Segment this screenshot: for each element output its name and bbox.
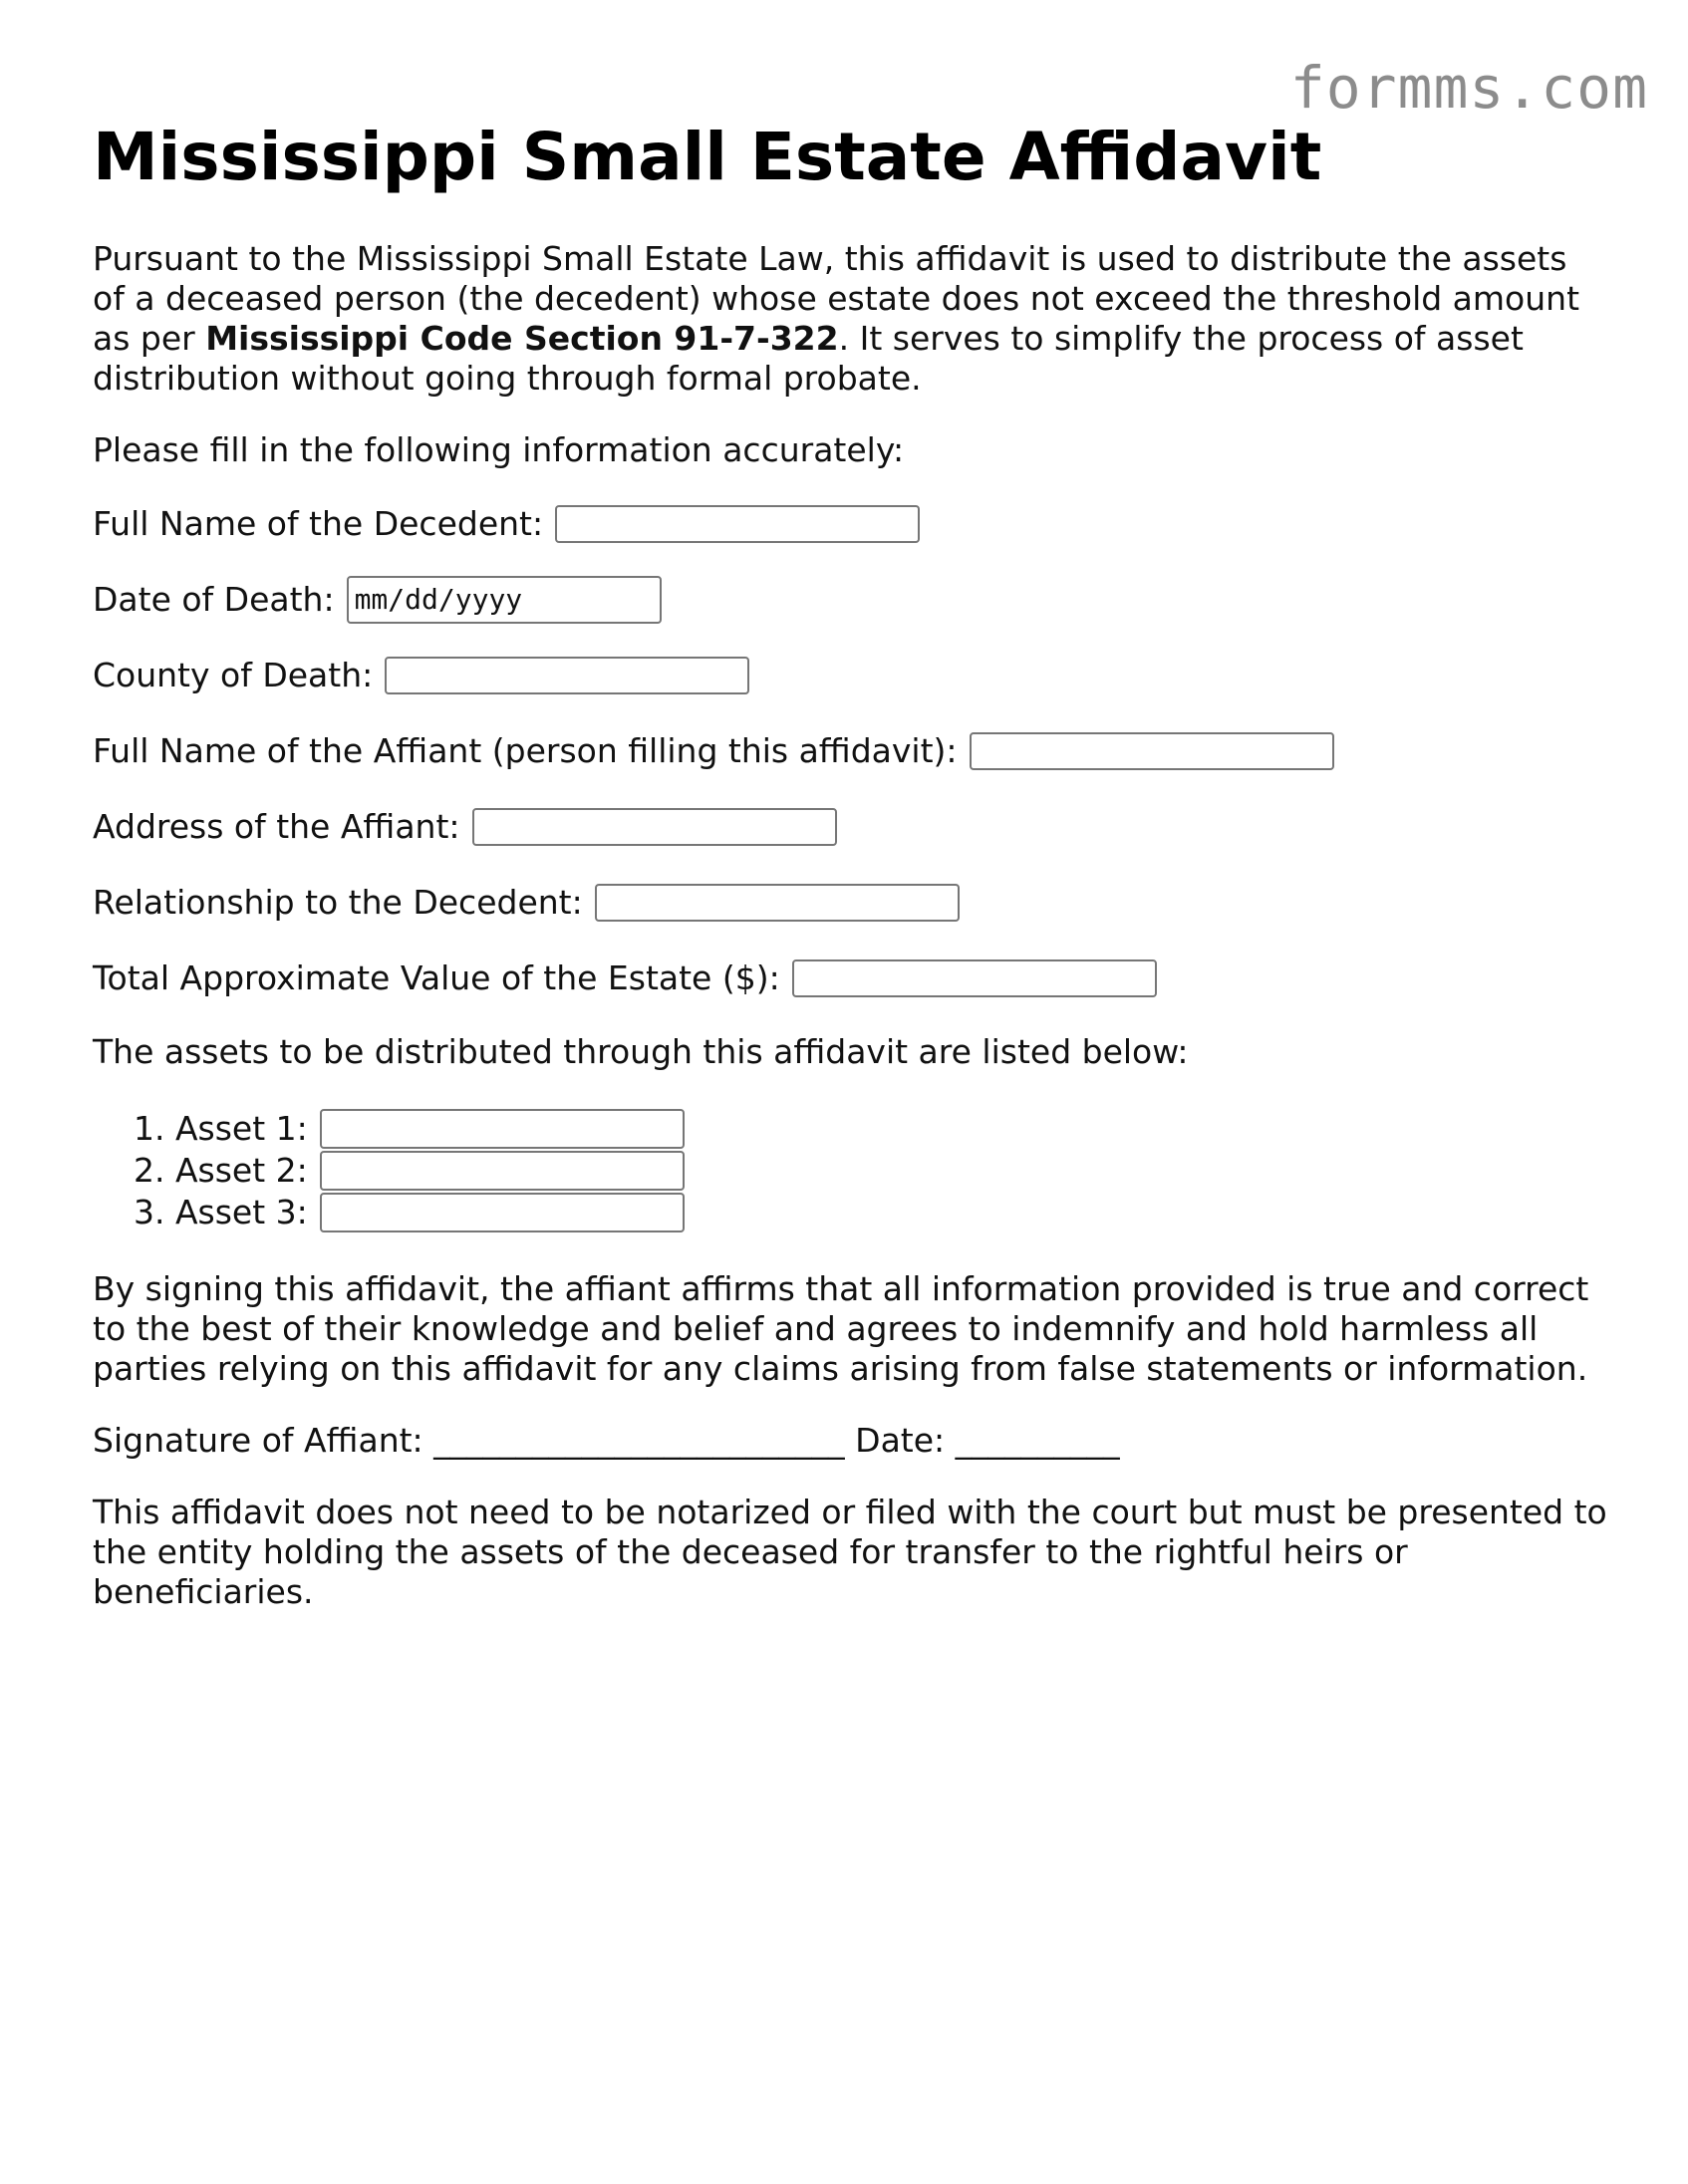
county-of-death-label: County of Death: bbox=[93, 656, 374, 694]
code-reference: Mississippi Code Section 91-7-322 bbox=[205, 319, 839, 358]
intro-text-after: . It serves to simplify the process of asset distribution without going through formal probate. bbox=[93, 319, 1524, 398]
asset-3-input[interactable] bbox=[320, 1193, 685, 1232]
affiant-address-row bbox=[93, 807, 1607, 847]
estate-value-row bbox=[93, 958, 1607, 998]
assets-intro-text: The assets to be distributed through this affidavit are listed below: bbox=[93, 1032, 1189, 1071]
affiant-address-input[interactable] bbox=[472, 808, 837, 846]
affiant-address-label: Address of the Affiant: bbox=[93, 807, 460, 846]
date-of-death-row bbox=[93, 576, 1607, 624]
decedent-name-row bbox=[93, 504, 1607, 544]
affirmation-statement: By signing this affidavit, the affiant affirms that all information provided is true and correct to the best of their knowledge and belief and agrees to indemnify and hold harmless all parties relying on this affidavit for any claims arising from false statements or information. bbox=[93, 1269, 1589, 1388]
date-of-death-label: Date of Death: bbox=[93, 580, 335, 619]
affidavit-document bbox=[93, 118, 1607, 1612]
closing-paragraph: This affidavit does not need to be notarized or filed with the court but must be presented to the entity holding the assets of the deceased for transfer to the rightful heirs or beneficiaries. bbox=[93, 1493, 1607, 1611]
affiant-name-input[interactable] bbox=[970, 732, 1334, 770]
county-of-death-input[interactable] bbox=[385, 657, 749, 694]
signature-date-label: Date: bbox=[855, 1421, 946, 1460]
asset-2-input[interactable] bbox=[320, 1151, 685, 1191]
list-item bbox=[134, 1192, 1607, 1233]
relationship-row bbox=[93, 883, 1607, 923]
affiant-name-row bbox=[93, 731, 1607, 771]
asset-1-input[interactable] bbox=[320, 1109, 685, 1149]
watermark: formms.com bbox=[1289, 54, 1648, 122]
signature-blank: _________________________ bbox=[433, 1421, 845, 1460]
county-of-death-row bbox=[93, 656, 1607, 695]
date-of-death-input[interactable]: mm/dd/yyyy bbox=[347, 576, 662, 624]
decedent-name-label: Full Name of the Decedent: bbox=[93, 504, 544, 543]
instruction-text: Please fill in the following information accurately: bbox=[93, 430, 905, 469]
asset-1-label: 1. Asset 1: bbox=[134, 1109, 308, 1148]
intro-paragraph bbox=[93, 239, 1607, 399]
signature-row bbox=[93, 1421, 1607, 1461]
affiant-name-label: Full Name of the Affiant (person filling this affidavit): bbox=[93, 731, 958, 770]
signature-label: Signature of Affiant: bbox=[93, 1421, 423, 1460]
list-item bbox=[134, 1150, 1607, 1192]
estate-value-label: Total Approximate Value of the Estate ($): bbox=[93, 958, 780, 997]
decedent-name-input[interactable] bbox=[555, 505, 920, 543]
asset-3-label: 3. Asset 3: bbox=[134, 1193, 308, 1231]
asset-2-label: 2. Asset 2: bbox=[134, 1151, 308, 1190]
signature-date-blank: __________ bbox=[955, 1421, 1120, 1460]
list-item bbox=[134, 1108, 1607, 1150]
relationship-label: Relationship to the Decedent: bbox=[93, 883, 583, 922]
asset-list bbox=[93, 1108, 1607, 1233]
page-title: Mississippi Small Estate Affidavit bbox=[93, 119, 1322, 195]
estate-value-input[interactable] bbox=[792, 959, 1157, 997]
relationship-input[interactable] bbox=[595, 884, 960, 922]
intro-text-before: Pursuant to the Mississippi Small Estate Law, this affidavit is used to distribute the assets of a deceased person (the decedent) whose estate does not exceed the threshold amount as per bbox=[93, 239, 1580, 358]
